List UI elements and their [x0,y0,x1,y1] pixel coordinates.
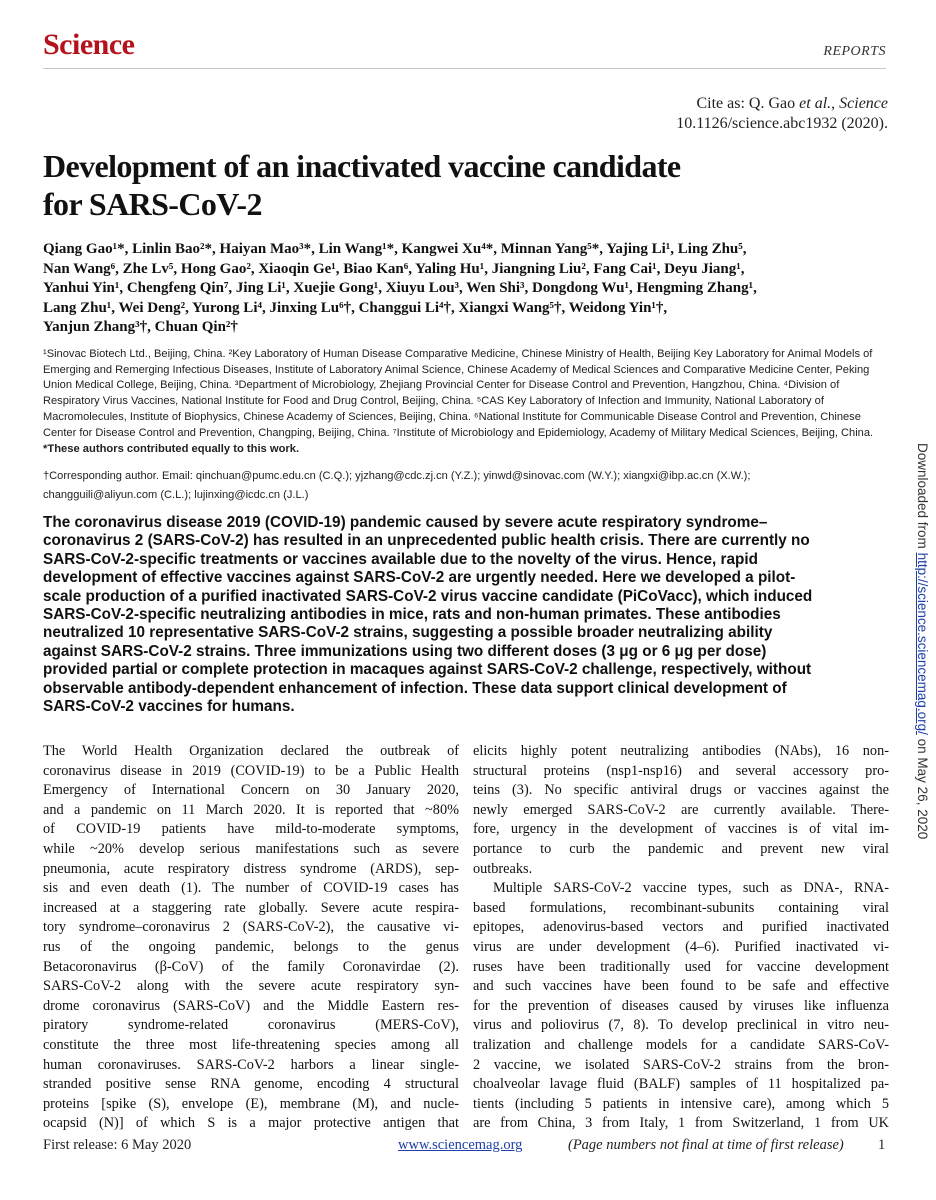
body-line: portance to curb the pandemic and prevent new viral [473,840,889,857]
body-line: ruses have been traditionally used for vaccine development [473,958,889,975]
abstract-line: neutralized 10 representative SARS-CoV-2 strains, suggesting a possible broader neutralizing ability [43,624,773,642]
corresponding-line: †Corresponding author. Email: qinchuan@pumc.edu.cn (C.Q.); yjzhang@cdc.zj.cn (Y.Z.); yinwd@sinovac.com (W.Y.); xiangxi@ibp.ac.cn (X.W.); [43,470,751,482]
body-line: sis and even death (1). The number of COVID-19 cases has [43,880,459,897]
affiliation-line: ¹Sinovac Biotech Ltd., Beijing, China. ²Key Laboratory of Human Disease Comparative Medicine, Chinese Ministry of Health, Beijing Key Laboratory for Animal Models of [43,348,873,360]
author-line: Nan Wang⁶, Zhe Lv⁵, Hong Gao², Xiaoqin Ge¹, Biao Kan⁶, Yaling Hu¹, Jiangning Liu², Fang Cai¹, Deyu Jiang¹, [43,260,745,277]
body-line: drome coronavirus (SARS-CoV) and the Middle Eastern res- [43,997,459,1014]
download-source-link[interactable]: http://science.sciencemag.org/ [915,552,930,735]
footer-page-note: (Page numbers not final at time of first release) [568,1137,844,1153]
section-label: REPORTS [823,44,886,59]
body-line: and a pandemic on 11 March 2020. It is reported that ~80% [43,801,459,818]
abstract-line: The coronavirus disease 2019 (COVID-19) pandemic caused by severe acute respiratory syndrome– [43,514,768,531]
author-line: Yanjun Zhang³†, Chuan Qin²† [43,319,238,335]
citation-prefix: Cite as: Q. Gao [696,95,800,112]
abstract [43,514,883,716]
citation [676,94,888,134]
body-line: Multiple SARS-CoV-2 vaccine types, such as DNA-, RNA- [493,880,889,897]
abstract-line: scale production of a purified inactivated SARS-CoV-2 virus vaccine candidate (PiCoVacc), which induced [43,587,813,605]
body-line: tory syndrome–coronavirus 2 (SARS-CoV-2), the causative vi- [43,919,459,936]
body-line: human coronaviruses. SARS-CoV-2 harbors a linear single- [43,1056,459,1073]
body-line: Emergency of International Concern on 30 January 2020, [43,782,459,799]
body-line: 2 vaccine, we isolated SARS-CoV-2 strains from the bron- [473,1056,889,1073]
body-line: for the prevention of diseases caused by viruses like influenza [473,997,889,1014]
abstract-line: SARS-CoV-2 vaccines for humans. [43,698,295,716]
affiliation-line: Union Medical College, Beijing, China. ³Department of Microbiology, Zhejiang Provincial Center for Disease Control and Prevention, Hangzhou, China. ⁴Division of [43,379,840,392]
corresponding-author [43,467,883,505]
abstract-line: provided partial or complete protection in macaques against SARS-CoV-2 challenge, respectively, without [43,661,812,679]
citation-separator: , [831,95,840,112]
affiliation-line: Center for Disease Control and Prevention, Changping, Beijing, China. ⁷Institute of Microbiology and Epidemiology, Academy of Military Medical Sciences, Beijing, China. [43,426,874,439]
body-line: and such vaccines have been found to be safe and effective [473,978,889,995]
abstract-line: SARS-CoV-2-specific treatments or vaccines available due to the novelty of the virus. Hence, rapid [43,550,758,568]
article-title [43,147,863,223]
body-line: while ~20% develop serious manifestations such as severe [43,840,459,857]
author-line: Qiang Gao¹*, Linlin Bao²*, Haiyan Mao³*, Lin Wang¹*, Kangwei Xu⁴*, Minnan Yang⁵*, Yajing Li¹, Ling Zhu⁵, [43,241,747,257]
affiliation-line: Respiratory Virus Vaccines, National Institute for Food and Drug Control, Beijing, China. ⁵CAS Key Laboratory of Infection and Immunity, National Laboratory of [43,395,824,408]
abstract-line: coronavirus 2 (SARS-CoV-2) has resulted in an unprecedented public health crisis. There are currently no [43,532,810,550]
body-line: rus of the ongoing pandemic, belongs to the genus [43,938,459,955]
abstract-line: development of effective vaccines against SARS-CoV-2 are urgently needed. Here we developed a pilot- [43,569,796,587]
title-line: for SARS-CoV-2 [43,186,262,222]
body-line: virus are under development (4–6). Purified inactivated vi- [473,938,889,955]
author-list [43,240,873,338]
body-column-right [473,742,889,1134]
affiliation-line: Emerging and Remerging Infectious Diseases, Institute of Laboratory Animal Science, Chinese Academy of Medical Sciences and Comparative Medicine Center, Peking [43,363,870,376]
page-number: 1 [878,1137,886,1153]
body-line: Betacoronavirus (β-CoV) of the family Coronavirdae (2). [43,958,459,975]
citation-line [676,94,888,114]
citation-etal: et al. [799,95,832,112]
body-line: stranded positive sense RNA genome, encoding 4 structural [43,1076,459,1093]
body-line: ocapsid (N)] of which S is a major protective antigen that [43,1115,459,1132]
body-line: choalveolar lavage fluid (BALF) samples of 11 hospitalized pa- [473,1076,889,1093]
body-line: SARS-CoV-2 along with the severe acute respiratory syn- [43,978,459,995]
citation-doi: 10.1126/science.abc1932 (2020). [676,115,888,132]
body-line: The World Health Organization declared the outbreak of [43,743,459,759]
abstract-line: observable antibody-dependent enhancement of infection. These data support clinical development of [43,679,787,697]
body-line: coronavirus disease in 2019 (COVID-19) to be a Public Health [43,762,459,779]
body-column-left [43,742,459,1134]
affiliation-line: Macromolecules, Institute of Biophysics, Chinese Academy of Sciences, Beijing, China. ⁶National Institute for Communicable Disease Control and Prevention, Chinese [43,410,861,423]
body-line: proteins [spike (S), envelope (E), membrane (M), and nucle- [43,1095,459,1112]
citation-journal: Science [839,95,888,112]
download-prefix: Downloaded from [915,443,930,553]
journal-logo: Science [43,28,135,61]
body-line: structural proteins (nsp1-nsp16) and several accessory pro- [473,762,889,779]
body-line: increased at a staggering rate globally. Severe acute respira- [43,899,459,916]
body-line: pneumonia, acute respiratory distress syndrome (ARDS), sep- [43,860,459,877]
body-line: fore, urgency in the development of vaccines is of vital im- [473,821,889,838]
title-line: Development of an inactivated vaccine candidate [43,148,681,184]
header-divider [43,68,886,69]
body-line: are from China, 3 from Italy, 1 from Switzerland, 1 from UK [473,1115,889,1132]
affiliations [43,347,883,441]
footer-release-date: First release: 6 May 2020 [43,1137,192,1153]
body-line: tralization and challenge models for a candidate SARS-CoV- [473,1036,889,1053]
body-line: virus and poliovirus (7, 8). To develop preclinical in vitro neu- [473,1017,889,1034]
body-line: tients (including 5 patients in intensive care), among which 5 [473,1095,889,1112]
corresponding-line: changguili@aliyun.com (C.L.); lujinxing@icdc.cn (J.L.) [43,489,309,501]
body-line: newly emerged SARS-CoV-2 are currently available. There- [473,801,889,818]
body-line: piratory syndrome-related coronavirus (MERS-CoV), [43,1017,459,1034]
author-line: Yanhui Yin¹, Chengfeng Qin⁷, Jing Li¹, Xuejie Gong¹, Xiuyu Lou³, Wen Shi³, Dongdong Wu¹, Hengming Zhang¹, [43,280,757,296]
download-date: on May 26, 2020 [915,734,930,840]
equal-contribution-note: *These authors contributed equally to this work. [43,443,300,455]
abstract-line: SARS-CoV-2-specific neutralizing antibodies in mice, rats and non-human primates. These antibodies [43,606,781,624]
body-line: of COVID-19 patients have mild-to-moderate symptoms, [43,821,459,838]
footer-website-link[interactable]: www.sciencemag.org [398,1137,523,1153]
body-line: outbreaks. [473,860,533,877]
download-watermark [915,443,930,839]
body-line: teins (3). No specific antiviral drugs or vaccines against the [473,782,889,799]
body-line: constitute the three most life-threatening species among all [43,1036,459,1053]
abstract-line: against SARS-CoV-2 strains. Three immunizations using two different doses (3 μg or 6 μg per dose) [43,642,767,660]
body-line: based formulations, recombinant-subunits containing viral [473,899,889,916]
body-line: elicits highly potent neutralizing antibodies (NAbs), 16 non- [473,743,889,759]
body-line: epitopes, adenovirus-based vectors and purified inactivated [473,919,889,936]
author-line: Lang Zhu¹, Wei Deng², Yurong Li⁴, Jinxing Lu⁶†, Changgui Li⁴†, Xiangxi Wang⁵†, Weidong Yin¹†, [43,299,668,316]
